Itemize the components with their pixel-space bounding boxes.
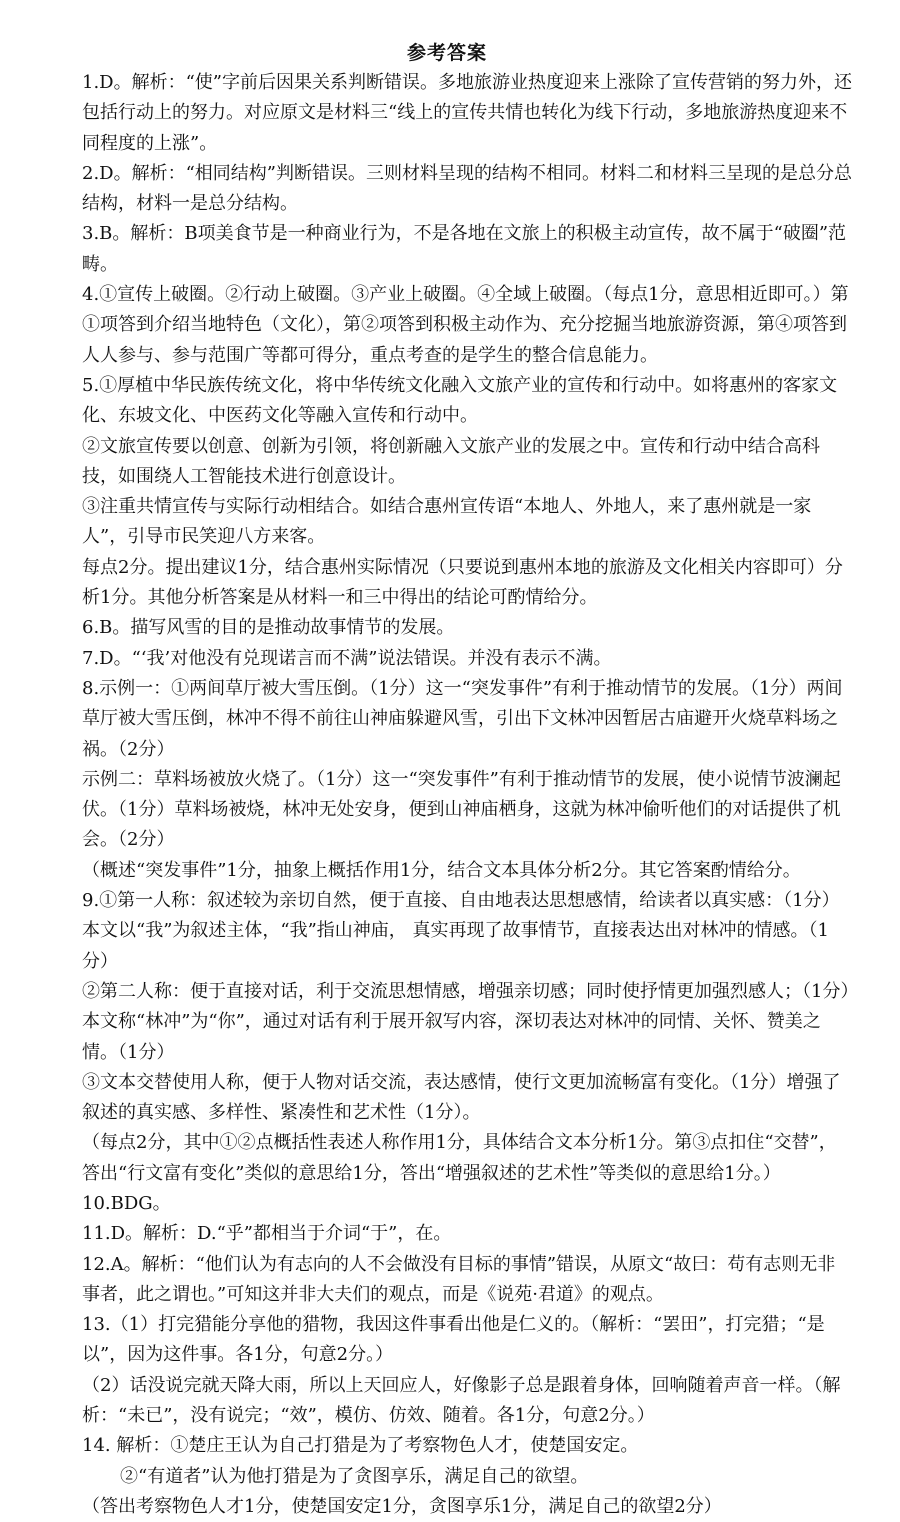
answer-5-point-1: 5.①厚植中华民族传统文化，将中华传统文化融入文旅产业的宣传和行动中。如将惠州的客家文化、东坡文化、中医药文化等融入宣传和行动中。 [82, 374, 838, 427]
answer-5-point-2: ②文旅宣传要以创意、创新为引领，将创新融入文旅产业的发展之中。宣传和行动中结合高科技，如围绕人工智能技术进行创意设计。 [82, 435, 820, 487]
answer-12: 12.A。解析：“他们认为有志向的人不会做没有目标的事情”错误，从原文“故曰：苟有志则无非事者，此之谓也。”可知这并非大夫们的观点，而是《说苑·君道》的观点。 [82, 1253, 836, 1305]
answer-14-point-1: 14. 解析：①楚庄王认为自己打猎是为了考察物色人才，使楚国安定。 [82, 1435, 639, 1457]
answer-9-point-2: ②第二人称：便于直接对话，利于交流思想情感，增强亲切感；同时使抒情更加强烈感人；（1分）本文称“林冲”为“你”，通过对话有利于展开叙写内容，深切表达对林冲的同情、关怀、赞美之情。（1分） [82, 980, 850, 1063]
answer-4: 4.①宣传上破圈。②行动上破圈。③产业上破圈。④全域上破圈。（每点1分，意思相近即可。）第①项答到介绍当地特色（文化），第②项答到积极主动作为、充分挖掘当地旅游资源，第④项答到人人参与、参与范围广等都可得分，重点考查的是学生的整合信息能力。 [82, 284, 849, 366]
answer-14-point-2: ②“有道者”认为他打猎是为了贪图享乐，满足自己的欲望。 [120, 1465, 589, 1487]
answer-13-part-2: （2）话没说完就天降大雨，所以上天回应人，好像影子总是跟着身体，回响随着声音一样。（解析：“未已”，没有说完；“效”，模仿、仿效、随着。各1分，句意2分。） [82, 1374, 841, 1427]
answer-9-scoring: （每点2分，其中①②点概括性表述人称作用1分，具体结合文本分析1分。第③点扣住“交替”，答出“行文富有变化”类似的意思给1分，答出“增强叙述的艺术性”等类似的意思给1分。） [82, 1132, 837, 1184]
answer-11: 11.D。解析：D.“乎”都相当于介词“于”，在。 [82, 1223, 452, 1245]
answer-9-point-3: ③文本交替使用人称，便于人物对话交流，表达感情，使行文更加流畅富有变化。（1分）增强了叙述的真实感、多样性、紧凑性和艺术性（1分）。 [82, 1071, 841, 1124]
page-title: 参考答案 [406, 42, 487, 64]
answer-8-example-2: 示例二：草料场被放火烧了。（1分）这一“突发事件”有利于推动情节的发展，使小说情节波澜起伏。（1分）草料场被烧，林冲无处安身，便到山神庙栖身，这就为林冲偷听他们的对话提供了机会。（2分） [82, 768, 841, 851]
answer-9-point-1: 9.①第一人称：叙述较为亲切自然，便于直接、自由地表达思想感情，给读者以真实感：（1分）本文以“我”为叙述主体，“我”指山神庙， 真实再现了故事情节，直接表达出对林冲的情感。（1分） [82, 890, 840, 972]
answer-8-example-1: 8.示例一：①两间草厅被大雪压倒。（1分）这一“突发事件”有利于推动情节的发展。（1分）两间草厅被大雪压倒，林冲不得不前往山神庙躲避风雪，引出下文林冲因暂居古庙避开火烧草料场之祸。（2分） [82, 677, 843, 760]
answer-8-scoring: （概述“突发事件”1分，抽象上概括作用1分，结合文本具体分析2分。其它答案酌情给分。 [82, 859, 801, 881]
answer-7: 7.D。“‘我’对他没有兑现诺言而不满”说法错误。并没有表示不满。 [82, 647, 612, 669]
answer-13-part-1: 13.（1）打完猎能分享他的猎物，我因这件事看出他是仁义的。（解析：“罢田”，打完猎；“是以”，因为这件事。各1分，句意2分。） [82, 1314, 825, 1366]
answer-10: 10.BDG。 [82, 1192, 171, 1214]
answer-3: 3.B。解析：B项美食节是一种商业行为，不是各地在文旅上的积极主动宣传，故不属于“破圈”范畴。 [82, 223, 847, 275]
answer-5-scoring: 每点2分。提出建议1分，结合惠州实际情况（只要说到惠州本地的旅游及文化相关内容即可）分析1分。其他分析答案是从材料一和三中得出的结论可酌情给分。 [82, 556, 843, 609]
answer-1: 1.D。解析：“使”字前后因果关系判断错误。多地旅游业热度迎来上涨除了宣传营销的努力外，还包括行动上的努力。对应原文是材料三“线上的宣传共情也转化为线下行动，多地旅游热度迎来不同程度的上涨”。 [82, 72, 853, 154]
answer-14-scoring: （答出考察物色人才1分，使楚国安定1分，贪图享乐1分，满足自己的欲望2分） [82, 1495, 722, 1517]
answer-2: 2.D。解析：“相同结构”判断错误。三则材料呈现的结构不相同。材料二和材料三呈现的是总分总结构，材料一是总分结构。 [82, 162, 853, 215]
answer-6: 6.B。描写风雪的目的是推动故事情节的发展。 [82, 617, 455, 639]
answer-5-point-3: ③注重共情宣传与实际行动相结合。如结合惠州宣传语“本地人、外地人，来了惠州就是一家人”，引导市民笑迎八方来客。 [82, 496, 812, 548]
